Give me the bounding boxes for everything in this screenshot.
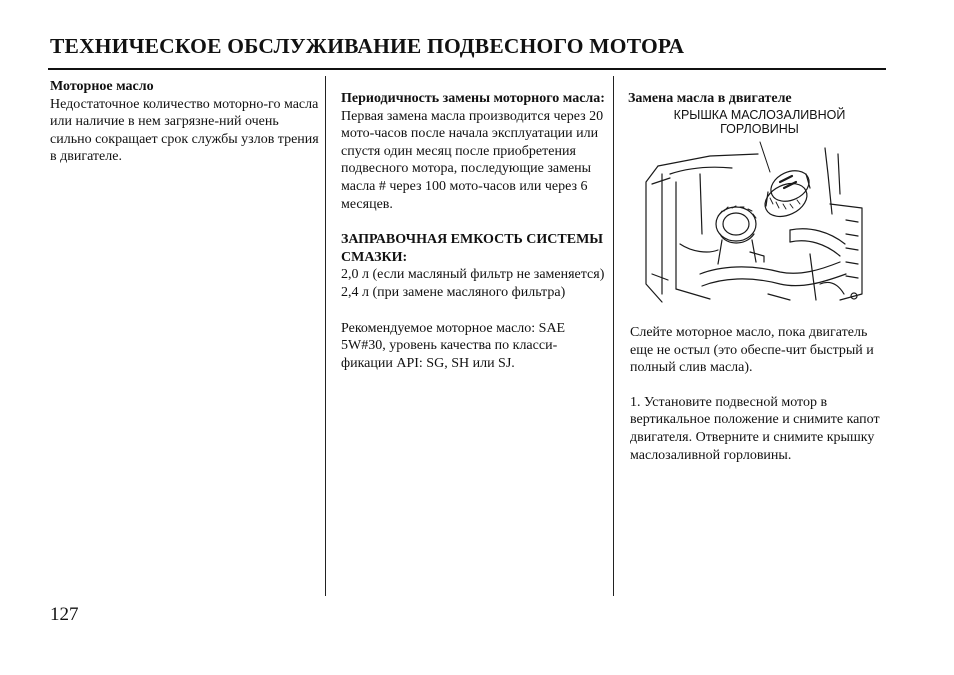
- page-number: 127: [50, 604, 79, 625]
- column-divider-1: [325, 76, 326, 596]
- oil-change-interval-heading: Периодичность замены моторного масла:: [341, 91, 605, 106]
- oil-capacity-line-2: 2,4 л (при замене масляного фильтра): [341, 284, 566, 300]
- title-rule: [48, 68, 886, 70]
- oil-drain-paragraph: Слейте моторное масло, пока двигатель еще не остыл (это обеспе-чит быстрый и полный слив масла).: [630, 325, 874, 376]
- engine-block-outline: [646, 154, 758, 302]
- recommended-oil-text: Рекомендуемое моторное масло: SAE 5W#30, уровень качества по класси-фикации API: SG, SH или SJ.: [341, 320, 566, 371]
- oil-step-1-paragraph: 1. Установите подвесной мотор в вертикальное положение и снимите капот двигателя. Отверните и снимите крышку маслозаливной горловины.: [630, 394, 880, 463]
- oil-replacement-body: [630, 324, 892, 464]
- oil-replacement-heading: Замена масла в двигателе: [628, 91, 792, 106]
- column-engine-oil: [50, 78, 320, 166]
- figure-label-oil-filler-cap: КРЫШКА МАСЛОЗАЛИВНОЙ ГОРЛОВИНЫ: [673, 108, 846, 136]
- oil-capacity-line-1: 2,0 л (если масляный фильтр не заменяется): [341, 267, 605, 283]
- oil-filler-neck: [716, 206, 756, 264]
- column-oil-change-interval: [341, 90, 605, 372]
- engine-oil-filler-illustration: [640, 134, 865, 304]
- engine-oil-heading: Моторное масло: [50, 79, 154, 94]
- bottom-details: [680, 244, 790, 300]
- oil-change-interval-text: Первая замена масла производится через 20 мото-часов после начала эксплуатации или спустя один месяц после приобретения подвесного мотора, последующие замены масла # через 100 мото-часов или через 6 месяцев.: [341, 108, 604, 212]
- oil-capacity-heading: ЗАПРАВОЧНАЯ ЕМКОСТЬ СИСТЕМЫ СМАЗКИ:: [341, 232, 604, 265]
- column-oil-replacement: [628, 90, 890, 108]
- column-divider-2: [613, 76, 614, 596]
- engine-oil-text: Недостаточное количество моторно-го масла или наличие в нем загрязне-ний очень сильно сокращает срок службы узлов трения в двигателе.: [50, 96, 319, 165]
- oil-filler-cap-icon: [760, 165, 814, 223]
- leader-line: [760, 142, 770, 172]
- page-title: ТЕХНИЧЕСКОЕ ОБСЛУЖИВАНИЕ ПОДВЕСНОГО МОТОРА: [50, 34, 685, 58]
